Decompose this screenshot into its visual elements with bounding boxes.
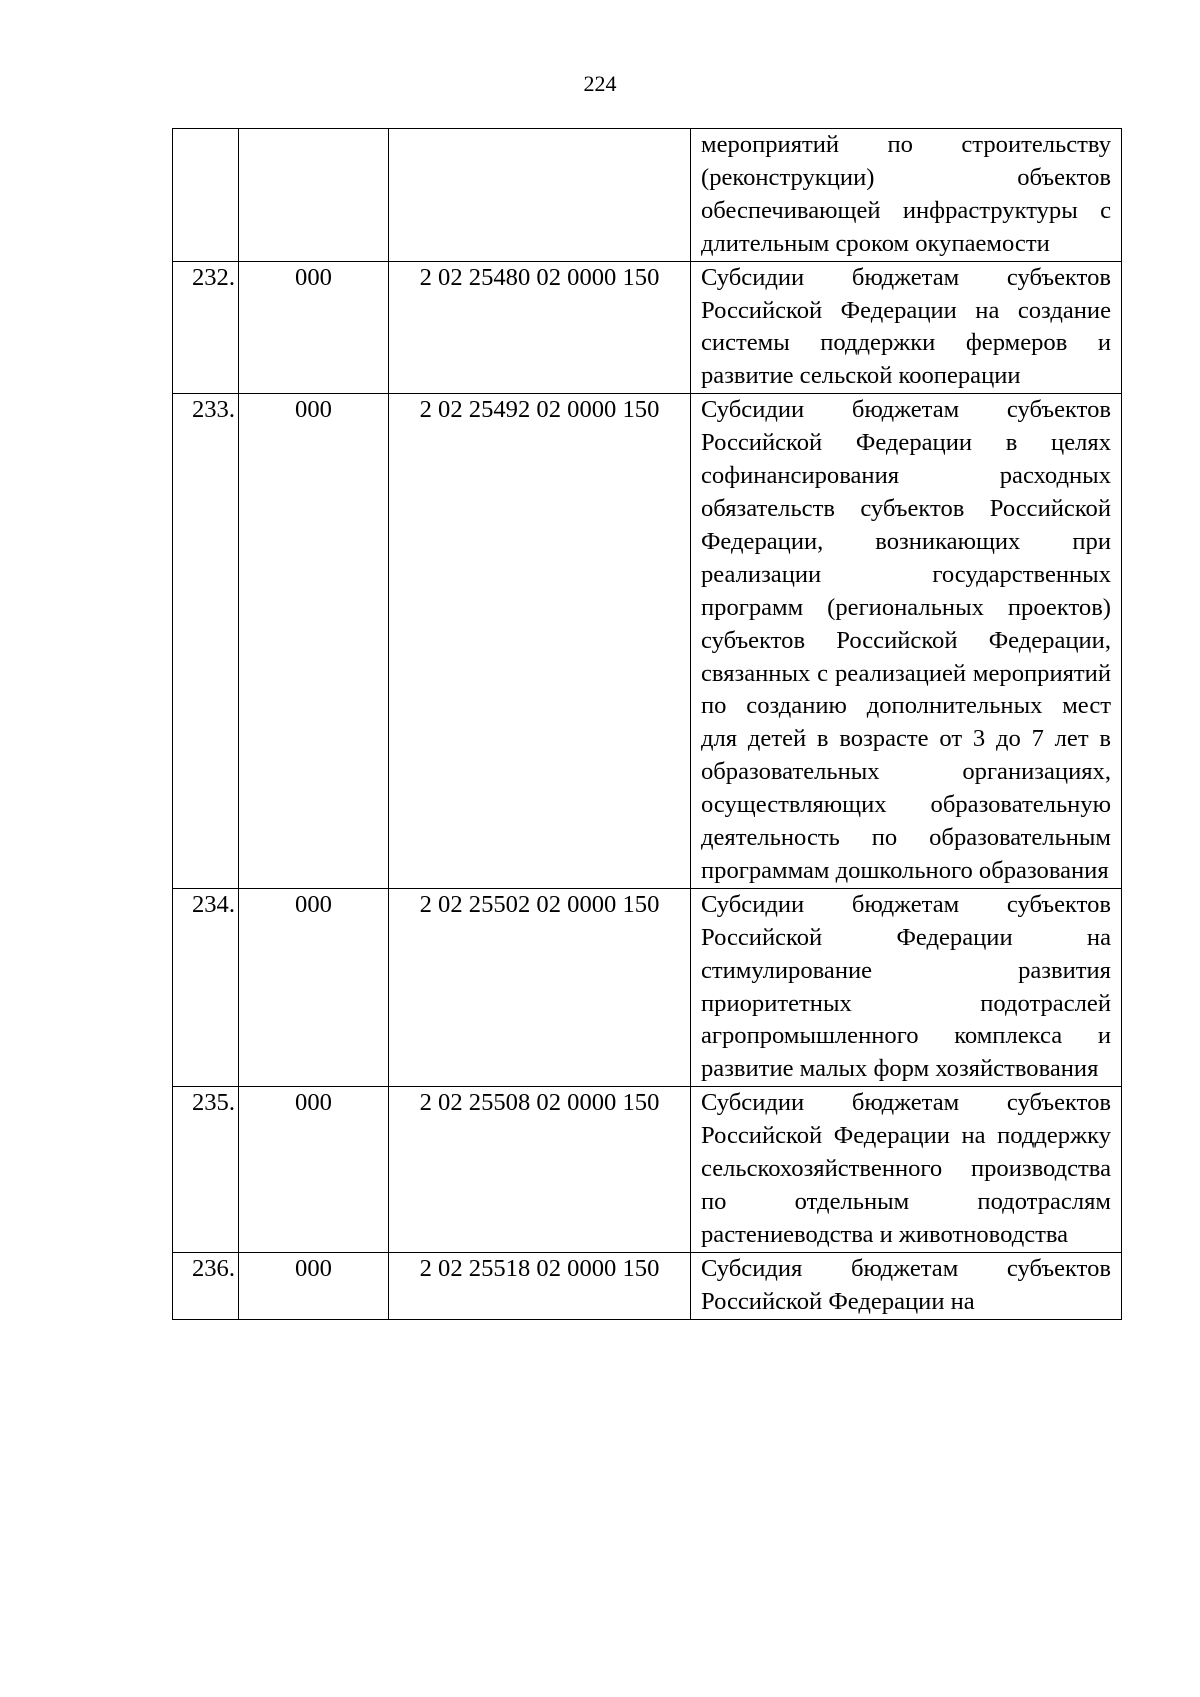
revenue-name-cell: Субсидии бюджетам субъектов Российской Федерации на поддержку сельскохозяйственного производства по отдельным подотраслям растениеводства и животноводства xyxy=(691,1087,1122,1253)
revenue-name-cell: Субсидии бюджетам субъектов Российской Федерации на стимулирование развития приоритетных подотраслей агропромышленного комплекса и развитие малых форм хозяйствования xyxy=(691,888,1122,1086)
page-number: 224 xyxy=(583,71,617,96)
budget-code-cell: 2 02 25508 02 0000 150 xyxy=(389,1087,691,1253)
administrator-code-cell: 000 xyxy=(239,1252,389,1319)
table-row xyxy=(173,888,1122,1086)
table-row xyxy=(173,261,1122,394)
row-number-cell: 235. xyxy=(173,1087,239,1253)
table-row xyxy=(173,1087,1122,1253)
row-number-cell: 233. xyxy=(173,394,239,889)
budget-code-cell: 2 02 25518 02 0000 150 xyxy=(389,1252,691,1319)
revenue-name-cell: Субсидия бюджетам субъектов Российской Федерации на xyxy=(691,1252,1122,1319)
administrator-code-cell: 000 xyxy=(239,1087,389,1253)
budget-classification-table xyxy=(172,128,1122,1320)
budget-code-cell: 2 02 25492 02 0000 150 xyxy=(389,394,691,889)
row-number-cell: 234. xyxy=(173,888,239,1086)
table-row xyxy=(173,1252,1122,1319)
administrator-code-cell: 000 xyxy=(239,261,389,394)
administrator-code-cell xyxy=(239,129,389,262)
table-row xyxy=(173,394,1122,889)
table-row xyxy=(173,129,1122,262)
revenue-name-cell: Субсидии бюджетам субъектов Российской Федерации на создание системы поддержки фермеров и развитие сельской кооперации xyxy=(691,261,1122,394)
revenue-name-cell: Субсидии бюджетам субъектов Российской Федерации в целях софинансирования расходных обязательств субъектов Российской Федерации, возникающих при реализации государственных программ (региональных проектов) субъектов Российской Федерации, связанных с реализацией мероприятий по созданию дополнительных мест для детей в возрасте от 3 до 7 лет в образовательных организациях, осуществляющих образовательную деятельность по образовательным программам дошкольного образования xyxy=(691,394,1122,889)
budget-code-cell: 2 02 25480 02 0000 150 xyxy=(389,261,691,394)
budget-code-cell xyxy=(389,129,691,262)
revenue-name-cell: мероприятий по строительству (реконструкции) объектов обеспечивающей инфраструктуры с длительным сроком окупаемости xyxy=(691,129,1122,262)
row-number-cell xyxy=(173,129,239,262)
administrator-code-cell: 000 xyxy=(239,888,389,1086)
administrator-code-cell: 000 xyxy=(239,394,389,889)
row-number-cell: 232. xyxy=(173,261,239,394)
budget-code-cell: 2 02 25502 02 0000 150 xyxy=(389,888,691,1086)
row-number-cell: 236. xyxy=(173,1252,239,1319)
